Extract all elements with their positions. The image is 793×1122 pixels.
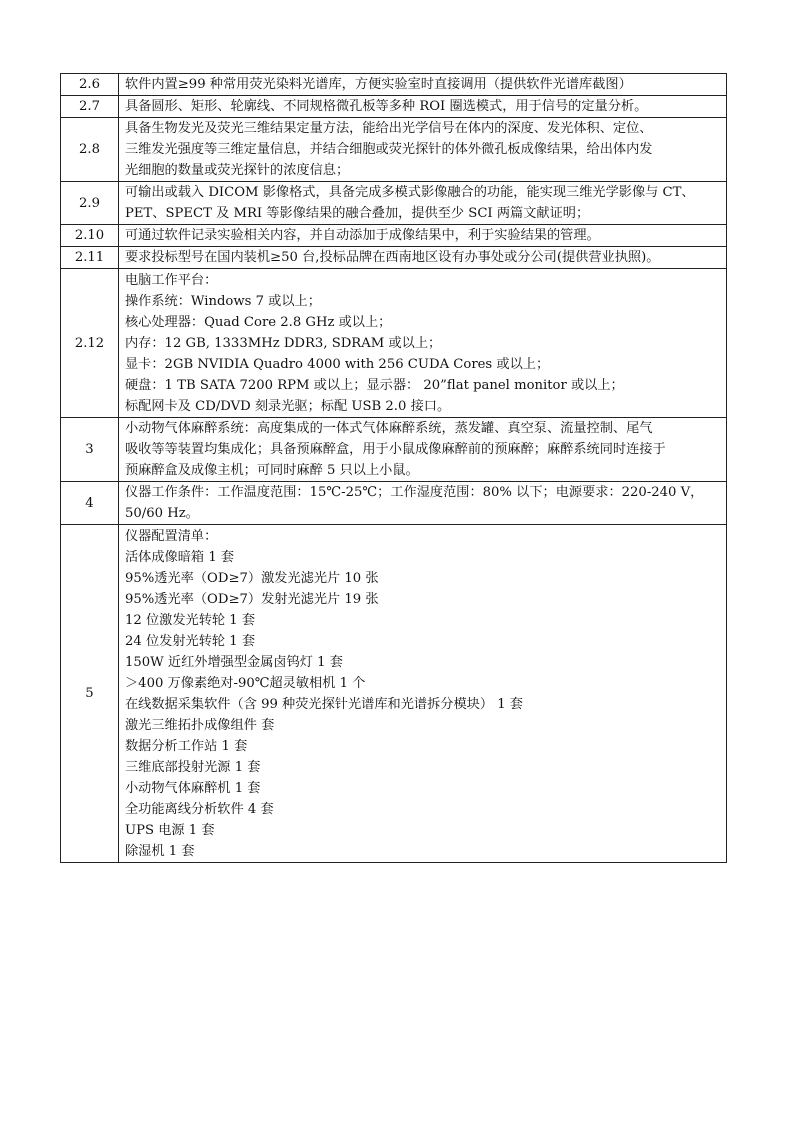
description-line: 除湿机 1 套 (125, 843, 195, 859)
item-description (119, 482, 727, 525)
item-number: 5 (61, 525, 119, 863)
description-line: 标配网卡及 CD/DVD 刻录光驱；标配 USB 2.0 接口。 (125, 398, 451, 414)
description-line: 小动物气体麻醉系统：高度集成的一体式气体麻醉系统，蒸发罐、真空泵、流量控制、尾气 (125, 421, 653, 436)
table-row (61, 525, 727, 863)
description-line: 要求投标型号在国内装机≥50 台,投标品牌在西南地区设有办事处或分公司(提供营业执照)。 (125, 250, 660, 265)
description-line: 具备圆形、矩形、轮廓线、不同规格微孔板等多种 ROI 圈选模式，用于信号的定量分析。 (125, 99, 648, 114)
item-description (119, 182, 727, 225)
description-line: 三维底部投射光源 1 套 (125, 759, 261, 775)
description-line: 可通过软件记录实验相关内容，并自动添加于成像结果中，利于实验结果的管理。 (125, 228, 600, 243)
description-line: 具备生物发光及荧光三维结果定量方法，能给出光学信号在体内的深度、发光体积、定位、 (125, 121, 653, 136)
table-row (61, 182, 727, 225)
description-line: ＞400 万像素绝对-90℃超灵敏相机 1 个 (125, 675, 366, 691)
item-description (119, 118, 727, 182)
description-line: 小动物气体麻醉机 1 套 (125, 780, 261, 796)
item-number: 2.9 (61, 182, 119, 225)
description-line: 95%透光率（OD≥7）发射光滤光片 19 张 (125, 591, 379, 607)
item-number: 2.6 (61, 74, 119, 96)
description-line: 全功能离线分析软件 4 套 (125, 801, 274, 817)
item-description (119, 96, 727, 118)
table-row (61, 482, 727, 525)
description-line: 仪器工作条件：工作温度范围：15℃-25℃；工作湿度范围：80% 以下；电源要求：220-240 V， (125, 485, 704, 500)
item-number: 2.7 (61, 96, 119, 118)
description-line: 12 位激发光转轮 1 套 (125, 612, 256, 628)
item-description (119, 74, 727, 96)
description-line: 可输出或载入 DICOM 影像格式，具备完成多模式影像融合的功能，能实现三维光学影像与 CT、 (125, 185, 695, 200)
description-line: 软件内置≥99 种常用荧光染料光谱库，方便实验室时直接调用（提供软件光谱库截图） (125, 77, 632, 92)
spec-table (60, 73, 727, 863)
item-description (119, 269, 727, 418)
item-description (119, 247, 727, 269)
table-row (61, 247, 727, 269)
description-line: 150W 近红外增强型金属卤钨灯 1 套 (125, 654, 343, 670)
description-line: 50/60 Hz。 (125, 506, 199, 521)
description-line: UPS 电源 1 套 (125, 822, 215, 838)
item-description (119, 525, 727, 863)
table-row (61, 74, 727, 96)
description-line: 电脑工作平台： (125, 272, 218, 288)
table-row (61, 225, 727, 247)
description-line: PET、SPECT 及 MRI 等影像结果的融合叠加，提供至少 SCI 两篇文献证明； (125, 206, 590, 221)
description-line: 硬盘：1 TB SATA 7200 RPM 或以上；显示器： 20”flat panel monitor 或以上； (125, 377, 624, 393)
item-number: 3 (61, 418, 119, 482)
description-line: 预麻醉盒及成像主机；可同时麻醉 5 只以上小鼠。 (125, 463, 419, 478)
item-number: 2.10 (61, 225, 119, 247)
description-line: 在线数据采集软件（含 99 种荧光探针光谱库和光谱拆分模块） 1 套 (125, 696, 523, 712)
table-row (61, 96, 727, 118)
item-description (119, 418, 727, 482)
description-line: 三维发光强度等三维定量信息，并结合细胞或荧光探针的体外微孔板成像结果，给出体内发 (125, 142, 653, 157)
table-row (61, 118, 727, 182)
table-row (61, 269, 727, 418)
description-line: 核心处理器：Quad Core 2.8 GHz 或以上； (125, 314, 392, 330)
spec-table-body (61, 74, 727, 863)
description-line: 95%透光率（OD≥7）激发光滤光片 10 张 (125, 570, 379, 586)
description-line: 显卡：2GB NVIDIA Quadro 4000 with 256 CUDA Cores 或以上； (125, 356, 550, 372)
item-number: 2.11 (61, 247, 119, 269)
item-description (119, 225, 727, 247)
description-line: 激光三维拓扑成像组件 套 (125, 717, 275, 733)
description-line: 光细胞的数量或荧光探针的浓度信息； (125, 163, 350, 178)
description-line: 内存：12 GB, 1333MHz DDR3, SDRAM 或以上； (125, 335, 442, 351)
description-line: 操作系统：Windows 7 或以上； (125, 293, 321, 309)
description-line: 数据分析工作站 1 套 (125, 738, 248, 754)
item-number: 2.8 (61, 118, 119, 182)
item-number: 4 (61, 482, 119, 525)
description-line: 24 位发射光转轮 1 套 (125, 633, 256, 649)
item-number: 2.12 (61, 269, 119, 418)
description-line: 活体成像暗箱 1 套 (125, 549, 235, 565)
table-row (61, 418, 727, 482)
description-line: 吸收等等装置均集成化；具备预麻醉盒，用于小鼠成像麻醉前的预麻醉；麻醉系统同时连接于 (125, 442, 666, 457)
description-line: 仪器配置清单： (125, 528, 218, 544)
